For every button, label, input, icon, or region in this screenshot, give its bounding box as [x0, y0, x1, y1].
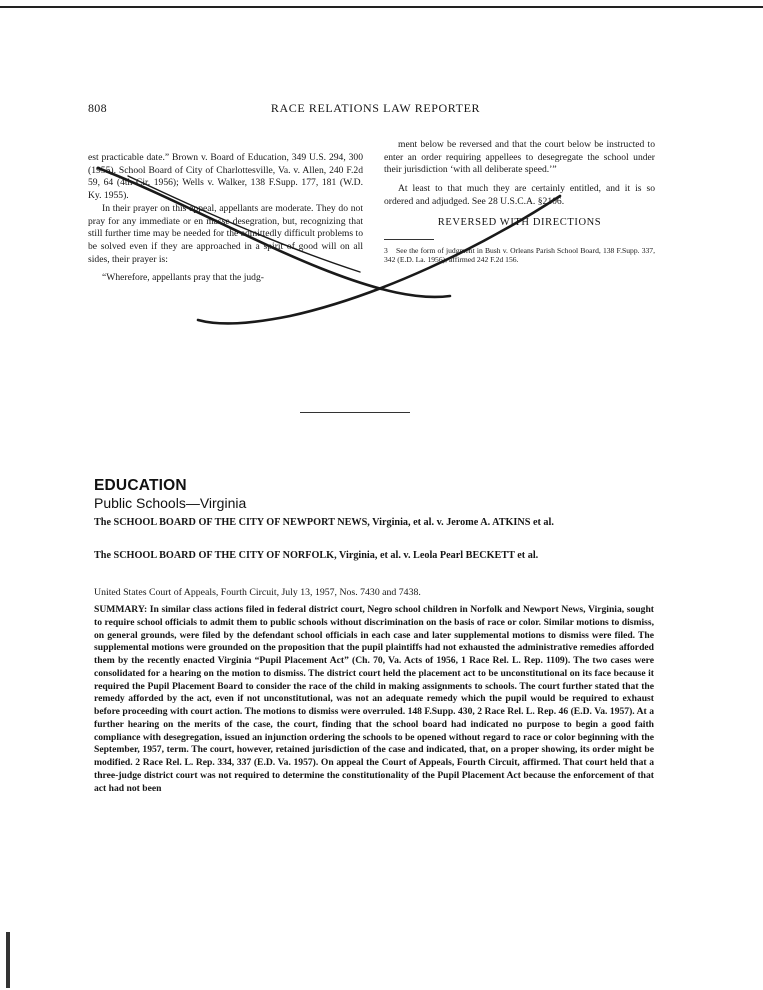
section-separator [300, 412, 410, 413]
section-heading-block [94, 477, 246, 512]
case-caption-1: The SCHOOL BOARD OF THE CITY OF NEWPORT NEWS, Virginia, et al. v. Jerome A. ATKINS et al. [94, 517, 554, 528]
section-subheading: Public Schools—Virginia [94, 495, 247, 511]
right-column [384, 139, 655, 264]
court-line: United States Court of Appeals, Fourth Circuit, July 13, 1957, Nos. 7430 and 7438. [94, 587, 421, 598]
left-paragraph-3: “Wherefore, appellants pray that the judg- [102, 272, 264, 284]
left-paragraph-2: In their prayer on this appeal, appellants are moderate. They do not pray for any immediate or en masse desegration, but, recognizing that still further time may be needed for the admittedly difficult problems to be solved even if they are approached in a spirit of good will on all sides, their prayer is: [88, 202, 363, 265]
case-caption-2: The SCHOOL BOARD OF THE CITY OF NORFOLK, Virginia, et al. v. Leola Pearl BECKETT et al. [94, 550, 539, 561]
footnote-number: 3 [384, 246, 388, 256]
top-rule [0, 6, 763, 8]
footnote [384, 246, 655, 264]
footnote-rule [384, 239, 434, 240]
scan-edge-mark [6, 932, 10, 988]
left-paragraph-1: est practicable date.” Brown v. Board of Education, 349 U.S. 294, 300 (1955). School Board of City of Charlottesville, Va. v. Allen, 240 F.2d 59, 64 (4th Cir. 1956); Wells v. Walker, 138 F.Supp. 177, 181 (W.D. Ky. 1955). [88, 152, 363, 202]
footnote-text: See the form of judgment in Bush v. Orleans Parish School Board, 138 F.Supp. 337, 342 (E.D. La. 1956), affirmed 242 F.2d 156. [384, 246, 655, 265]
summary-text: In similar class actions filed in federal district court, Negro school children in Norfolk and Newport News, Virginia, sought to require school officials to admit them to public schools without discrimination on the basis of race or color. Similar motions to dismiss, on general grounds, were filed by the defendant school officials in each case and later supplemental motions to dismiss were filed. The supplemental motions were grounded on the proposition that the pupil plaintiffs had not exhausted the administrative remedies afforded them by the recently enacted Virginia “Pupil Placement Act” (Ch. 70, Va. Acts of 1956, 1 Race Rel. L. Rep. 1109). The two cases were consolidated for a hearing on the motion to dismiss. The district court held the placement act to be unconstitutional on its face because it required the Pupil Placement Board to consider the race of the child in making assignments to schools. The court further stated that the remedy afforded by the act, even if not unconstitutional, was not an adequate remedy which the pupil would be required to exhaust before proceeding with court action. The motions to dismiss were overruled. 148 F.Supp. 430, 2 Race Rel. L. Rep. 46 (E.D. Va. 1957). At a further hearing on the merits of the case, the court, finding that the school board had indicated no purpose to begin a good faith compliance with desegregation, issued an injunction ordering the schools to be opened without regard to race or color beginning with the September, 1957, term. The court, however, retained jurisdiction of the case and indicated, that, on a proper showing, its order might be modified. 2 Race Rel. L. Rep. 334, 337 (E.D. Va. 1957). On appeal the Court of Appeals, Fourth Circuit, affirmed. That court held that a three-judge district court was not required to determine the constitutionality of the Pupil Placement Act because the enforcement of that act had not been [94, 604, 654, 794]
right-paragraph-1: ment below be reversed and that the court below be instructed to enter an order requiring appellees to desegregate the school under their jurisdiction ‘with all deliberate speed.’” [384, 139, 655, 176]
left-column [88, 152, 363, 285]
running-title: RACE RELATIONS LAW REPORTER [270, 101, 481, 115]
disposition: REVERSED WITH DIRECTIONS [437, 216, 602, 228]
summary-label: SUMMARY: [94, 604, 148, 615]
section-heading: EDUCATION [94, 477, 187, 494]
page-number: 808 [88, 101, 107, 115]
right-paragraph-2: At least to that much they are certainly entitled, and it is so ordered and adjudged. See 28 U.S.C.A. §2106. [384, 183, 655, 207]
summary-block [94, 604, 654, 795]
